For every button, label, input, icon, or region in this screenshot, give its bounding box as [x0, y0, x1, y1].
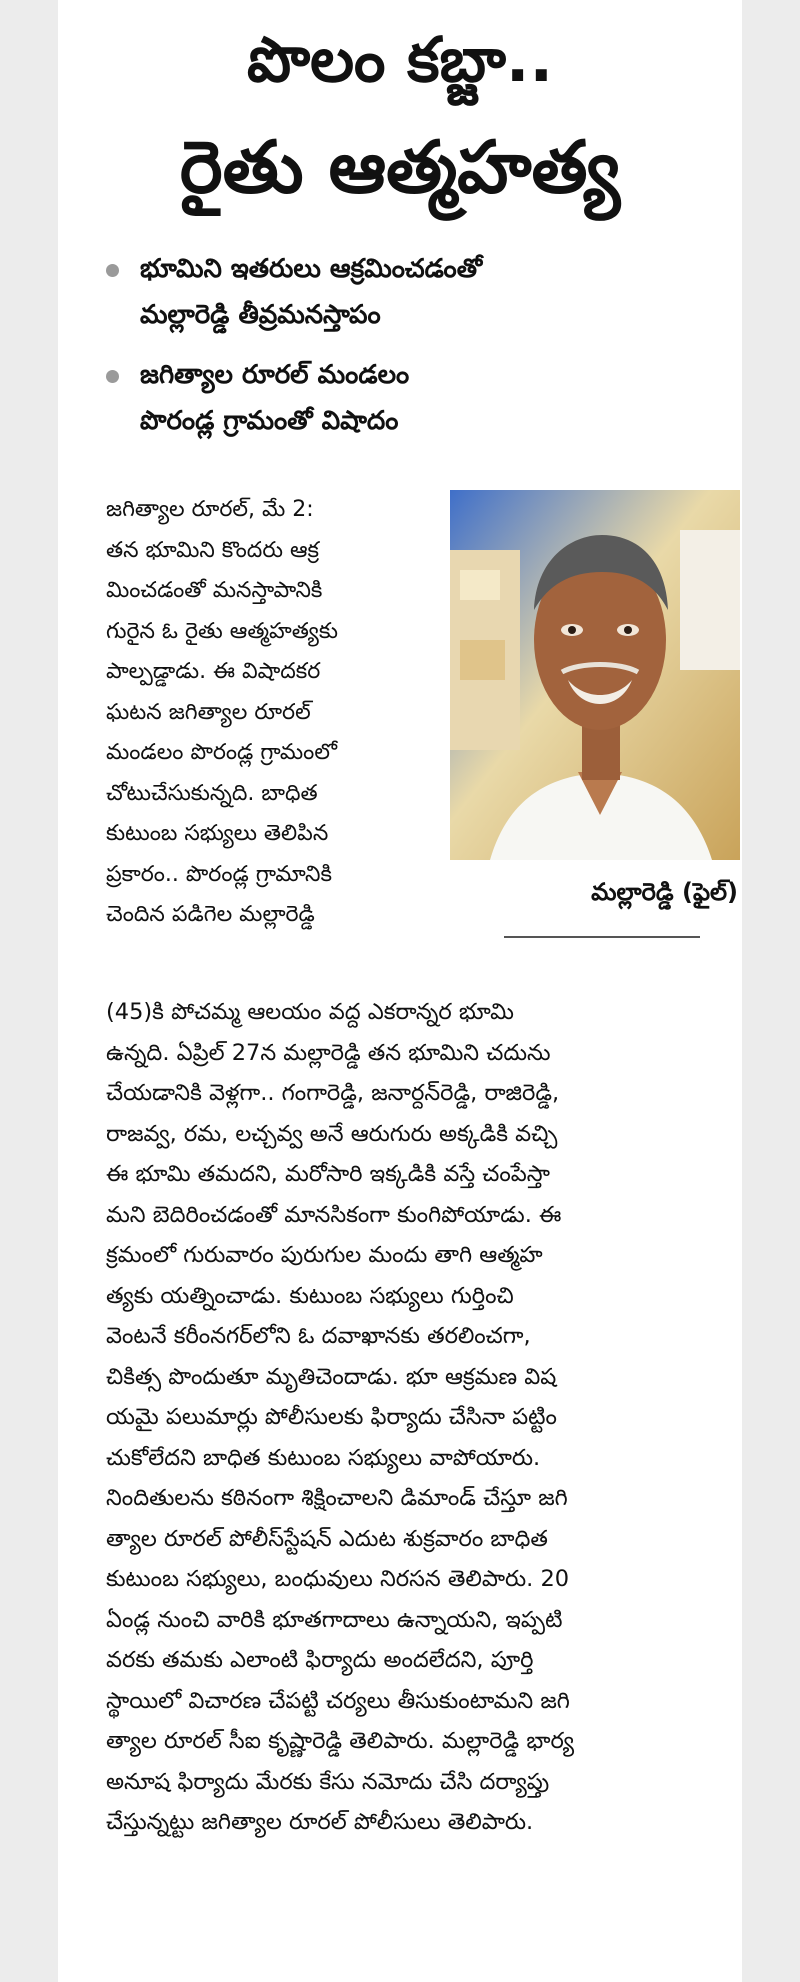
portrait-image [450, 490, 740, 860]
article-line: క్రమంలో గురువారం పురుగుల మందు తాగి ఆత్మహ [106, 1242, 543, 1268]
article-line: జగిత్యాల రూరల్, మే 2: [106, 497, 314, 522]
bullet-line: మల్లారెడ్డి తీవ్రమనస్తాపం [140, 300, 381, 330]
article-line: తన భూమిని కొందరు ఆక్ర [106, 537, 320, 563]
bullet-item [100, 246, 720, 338]
bullet-line: భూమిని ఇతరులు ఆక్రమించడంతో [140, 254, 483, 284]
article-line: కుటుంబ సభ్యులు, బంధువులు నిరసన తెలిపారు. 20 [106, 1566, 570, 1592]
article-line: చెందిన పడిగెల మల్లారెడ్డి [106, 902, 315, 927]
headline-line-2: రైతు ఆత్మహత్య [179, 125, 621, 209]
article-line: ప్రకారం.. పొరండ్ల గ్రామానికి [106, 861, 332, 887]
article-line: ఏండ్ల నుంచి వారికి భూతగాదాలు ఉన్నాయని, ఇప్పటి [106, 1606, 563, 1633]
article-line: చేస్తున్నట్టు జగిత్యాల రూరల్ పోలీసులు తెలిపారు. [106, 1809, 534, 1835]
article-line: పాల్పడ్డాడు. ఈ విషాదకర [106, 659, 321, 684]
article-line: మని బెదిరించడంతో మానసికంగా కుంగిపోయాడు. ఈ [106, 1201, 562, 1228]
article-line: ఈ భూమి తమదని, మరోసారి ఇక్కడికి వస్తే చంపేస్తా [106, 1161, 550, 1187]
farmer-photo [450, 490, 740, 860]
headline-line-1: పొలం కబ్జా.. [246, 23, 554, 96]
article-line: త్యాల రూరల్ సీఐ కృష్ణారెడ్డి తెలిపారు. మల్లారెడ్డి భార్య [106, 1728, 575, 1754]
article-body-wide-column [106, 992, 736, 1843]
highlight-bullets [100, 246, 720, 458]
article-line: మండలం పొరండ్ల గ్రామంలో [106, 740, 337, 765]
article-line: రాజవ్వ, రమ, లచ్చవ్వ అనే ఆరుగురు అక్కడికి వచ్చి [106, 1120, 558, 1147]
article-line: కుటుంబ సభ్యులు తెలిపిన [106, 821, 329, 846]
bullet-item [100, 352, 720, 444]
article-line: గురైన ఓ రైతు ఆత్మహత్యకు [106, 618, 338, 644]
article-line: మించడంతో మనస్తాపానికి [106, 578, 323, 603]
article-line: అనూష ఫిర్యాదు మేరకు కేసు నమోదు చేసి దర్యాప్తు [106, 1768, 550, 1795]
article-line: (45)కి పోచమ్మ ఆలయం వద్ద ఎకరాన్నర భూమి [106, 999, 514, 1025]
photo-caption: మల్లారెడ్డి (ఫైల్) [591, 878, 738, 906]
newspaper-clipping [58, 0, 742, 1982]
article-line: త్యకు యత్నించాడు. కుటుంబ సభ్యులు గుర్తించి [106, 1282, 514, 1309]
bullet-line: పొరండ్ల గ్రామంతో విషాదం [140, 406, 399, 436]
article-line: ఉన్నది. ఏప్రిల్ 27న మల్లారెడ్డి తన భూమిని చదును [106, 1039, 551, 1066]
article-line: త్యాల రూరల్ పోలీస్‌స్టేషన్ ఎదుట శుక్రవారం బాధిత [106, 1525, 548, 1552]
article-line: చికిత్స పొందుతూ మృతిచెందాడు. భూ ఆక్రమణ విష [106, 1363, 557, 1390]
article-line: స్థాయిలో విచారణ చేపట్టి చర్యలు తీసుకుంటామని జగి [106, 1687, 570, 1714]
article-line: వరకు తమకు ఎలాంటి ఫిర్యాదు అందలేదని, పూర్తి [106, 1647, 534, 1673]
article-line: వెంటనే కరీంనగర్‌లోని ఓ దవాఖానకు తరలించగా, [106, 1323, 531, 1349]
article-line: యమై పలుమార్లు పోలీసులకు ఫిర్యాదు చేసినా పట్టిం [106, 1404, 557, 1430]
caption-divider [504, 936, 700, 938]
article-line: చేయడానికి వెళ్లగా.. గంగారెడ్డి, జనార్దన్‌రెడ్డి, రాజిరెడ్డి, [106, 1080, 560, 1106]
article-line: నిందితులను కఠినంగా శిక్షించాలని డిమాండ్ చేస్తూ జగి [106, 1485, 568, 1511]
article-body-narrow-column [106, 490, 434, 936]
article-line: చోటుచేసుకున్నది. బాధిత [106, 780, 318, 806]
article-line: ఘటన జగిత్యాల రూరల్ [106, 699, 311, 725]
bullet-dot-icon [106, 264, 119, 277]
bullet-dot-icon [106, 370, 119, 383]
bullet-line: జగిత్యాల రూరల్ మండలం [140, 360, 410, 390]
article-line: చుకోలేదని బాధిత కుటుంబ సభ్యులు వాపోయారు. [106, 1444, 541, 1471]
